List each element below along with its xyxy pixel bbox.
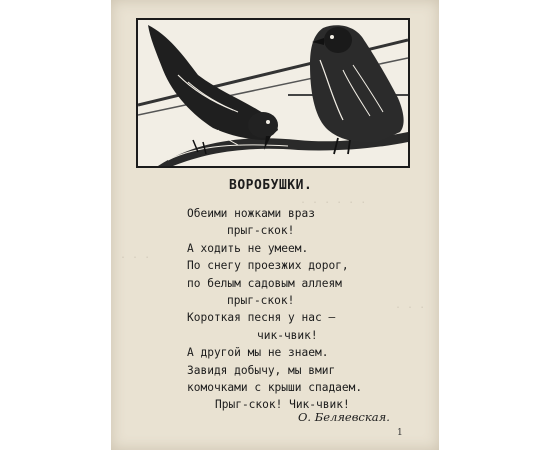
poem-line: Короткая песня у нас — — [187, 311, 336, 325]
poem-line: Прыг-скок! Чик-чвик! — [215, 398, 350, 412]
poem-line: Завидя добычу, мы вмиг — [187, 363, 336, 377]
poem-line: прыг-скок! — [227, 293, 295, 307]
poem-body — [187, 205, 417, 414]
poem-line: А другой мы не знаем. — [187, 346, 329, 360]
two-sparrows-on-branch-icon — [138, 20, 408, 166]
show-through-texture: . . . — [395, 300, 426, 311]
page-number: 1 — [397, 428, 403, 438]
poem-line: прыг-скок! — [227, 224, 295, 238]
poem-line: Обеими ножками враз — [187, 207, 315, 220]
poem-author: О. Беляевская. — [298, 410, 390, 424]
poem-line: чик-чвик! — [257, 328, 318, 342]
sparrows-illustration — [136, 18, 410, 168]
poem-title: ВОРОБУШКИ. — [229, 178, 313, 193]
show-through-texture: . . . — [120, 250, 151, 261]
show-through-texture: . . . . . . — [300, 195, 367, 206]
poem-line: по белым садовым аллеям — [187, 276, 342, 290]
poem-line: А ходить не умеем. — [187, 241, 309, 255]
poem-line: комочками с крыши спадаем. — [187, 380, 363, 394]
poem-line: По снегу проезжих дорог, — [187, 259, 349, 273]
